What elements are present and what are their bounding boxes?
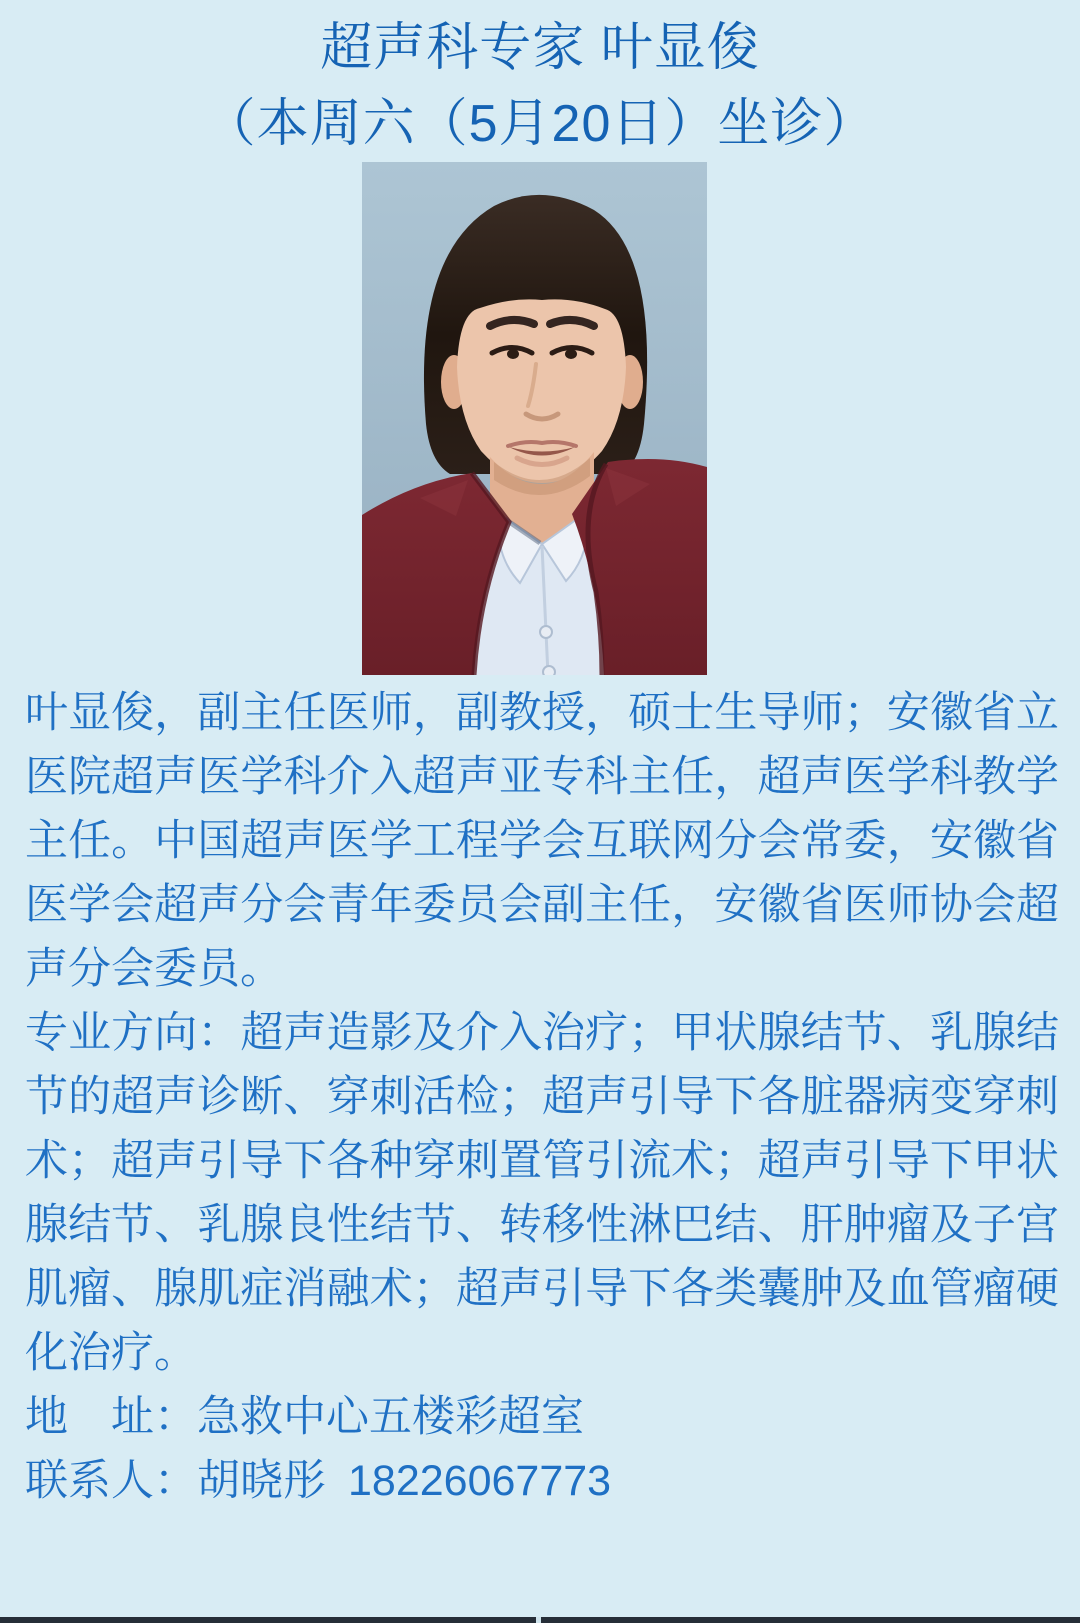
contact-name: 胡晓彤 [197,1457,326,1505]
bottom-bar-notch [536,1617,541,1623]
contact-phone: 18226067773 [348,1457,612,1505]
bottom-edge-bar [0,1617,1080,1623]
doctor-portrait-photo [362,162,707,675]
address-line [25,1385,1059,1449]
right-eye [565,349,577,359]
left-eye [507,349,519,359]
title-line-2: （本周六（5月20日）坐诊） [203,95,877,153]
shirt-button [540,626,552,638]
address-value: 急救中心五楼彩超室 [197,1393,584,1441]
bio-text [25,681,1059,1513]
title-line-1: 超声科专家 叶显俊 [320,19,760,77]
contact-label: 联系人： [25,1457,197,1505]
bio-paragraph-credentials: 叶显俊，副主任医师，副教授，硕士生导师；安徽省立医院超声医学科介入超声亚专科主任，超声医学科教学主任。中国超声医学工程学会互联网分会常委，安徽省医学会超声分会青年委员会副主任，安徽省医师协会超声分会委员。 [25,689,1059,993]
address-label: 地 址： [25,1393,197,1441]
page-title [0,10,1080,162]
doctor-portrait-illustration [362,162,707,675]
bio-paragraph-specialties: 专业方向：超声造影及介入治疗；甲状腺结节、乳腺结节的超声诊断、穿刺活检；超声引导下各脏器病变穿刺术；超声引导下各种穿刺置管引流术；超声引导下甲状腺结节、乳腺良性结节、转移性淋巴结、肝肿瘤及子宫肌瘤、腺肌症消融术；超声引导下各类囊肿及血管瘤硬化治疗。 [25,1009,1059,1377]
contact-line [25,1449,1059,1513]
shirt-button-lower [543,666,555,675]
